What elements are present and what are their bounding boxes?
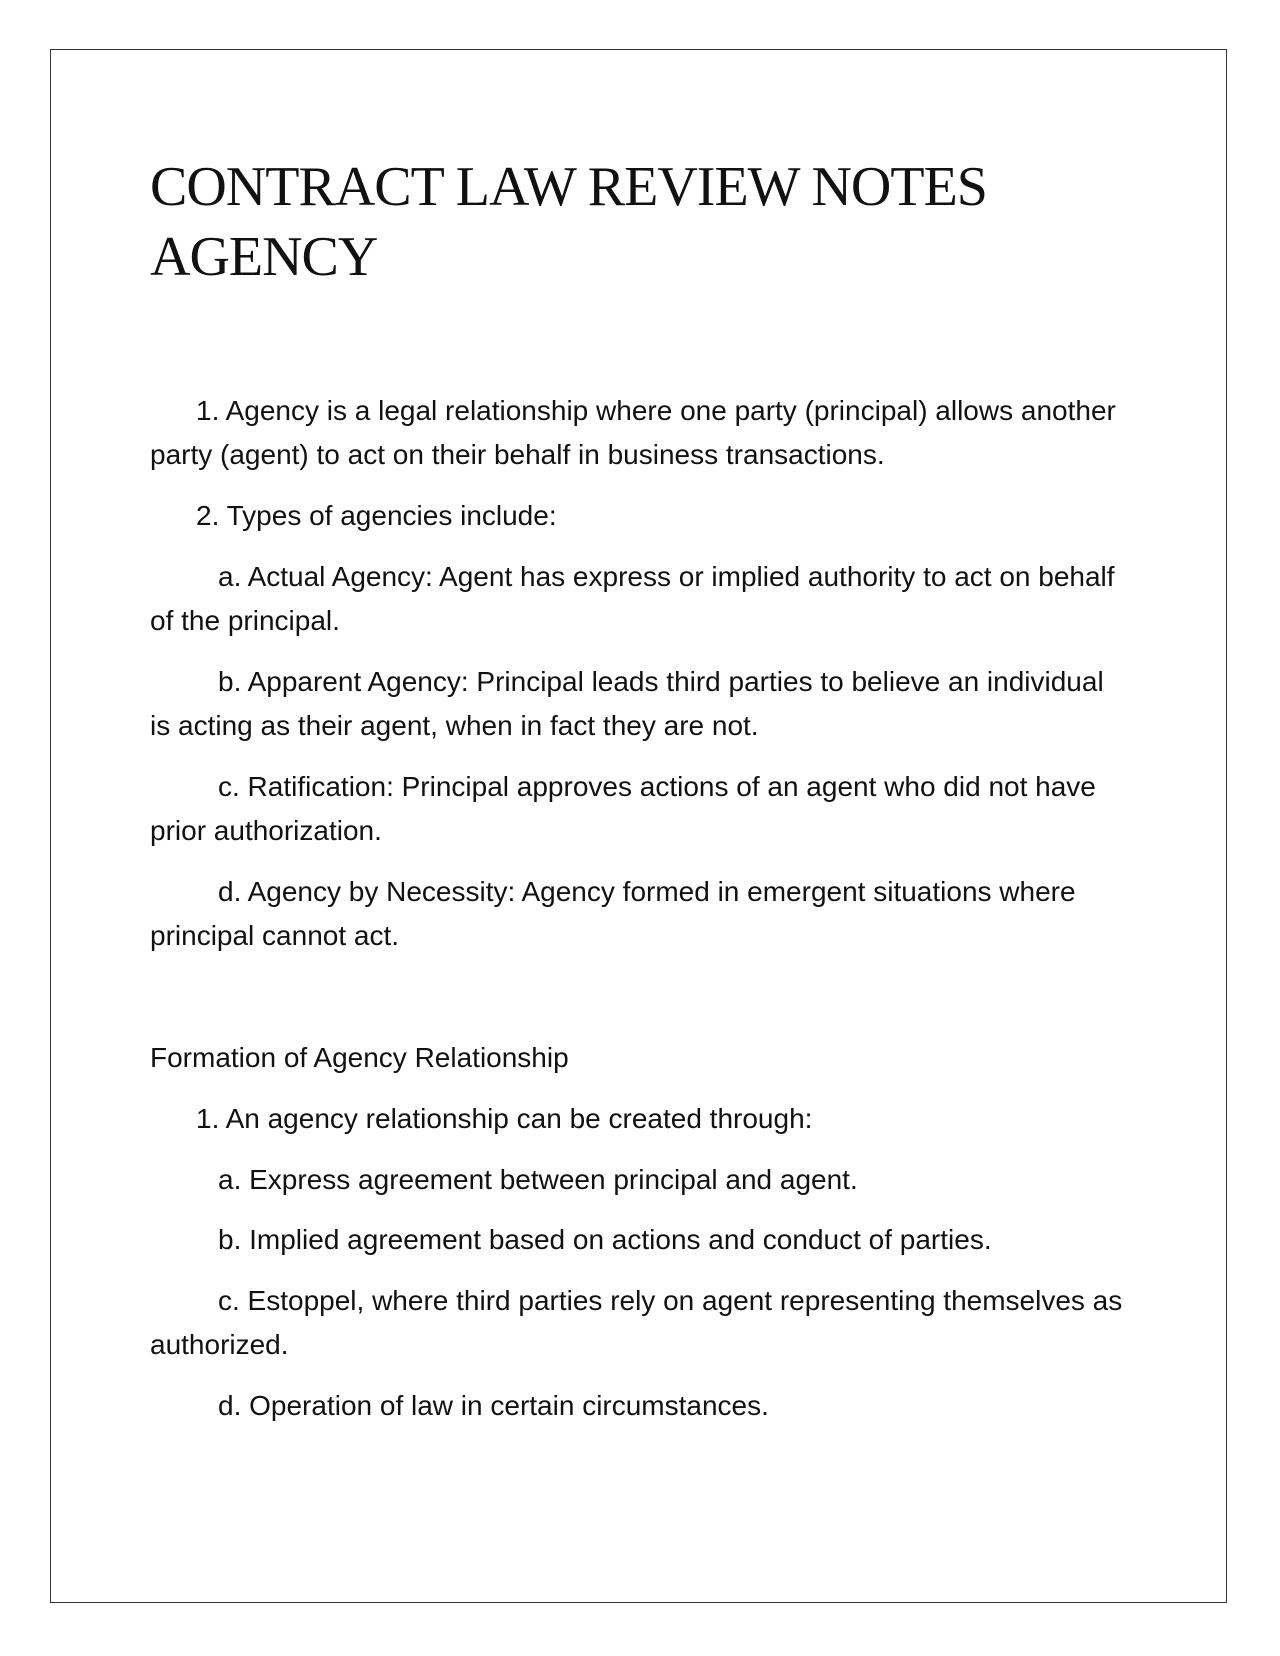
agency-by-necessity-subitem: d. Agency by Necessity: Agency formed in emergent situations where principal cannot act. — [150, 876, 1076, 951]
agency-definition-item: 1. Agency is a legal relationship where one party (principal) allows another party (agent) to act on their behalf in business transactions. — [150, 395, 1116, 470]
document-title — [150, 152, 987, 292]
actual-agency-subitem: a. Actual Agency: Agent has express or implied authority to act on behalf of the principal. — [150, 561, 1115, 636]
agency-types-item: 2. Types of agencies include: — [196, 500, 557, 531]
formation-section-heading: Formation of Agency Relationship — [150, 1042, 569, 1073]
apparent-agency-subitem: b. Apparent Agency: Principal leads third parties to believe an individual is acting as their agent, when in fact they are not. — [150, 666, 1104, 741]
title-line-1: CONTRACT LAW REVIEW NOTES — [150, 156, 987, 218]
implied-agreement-subitem: b. Implied agreement based on actions and conduct of parties. — [218, 1224, 992, 1255]
ratification-subitem: c. Ratification: Principal approves actions of an agent who did not have prior authorization. — [150, 771, 1096, 846]
formation-item: 1. An agency relationship can be created through: — [196, 1103, 813, 1134]
operation-of-law-subitem: d. Operation of law in certain circumstances. — [218, 1390, 769, 1421]
express-agreement-subitem: a. Express agreement between principal and agent. — [218, 1164, 858, 1195]
title-line-2: AGENCY — [150, 226, 378, 288]
estoppel-subitem: c. Estoppel, where third parties rely on agent representing themselves as authorized. — [150, 1285, 1123, 1360]
